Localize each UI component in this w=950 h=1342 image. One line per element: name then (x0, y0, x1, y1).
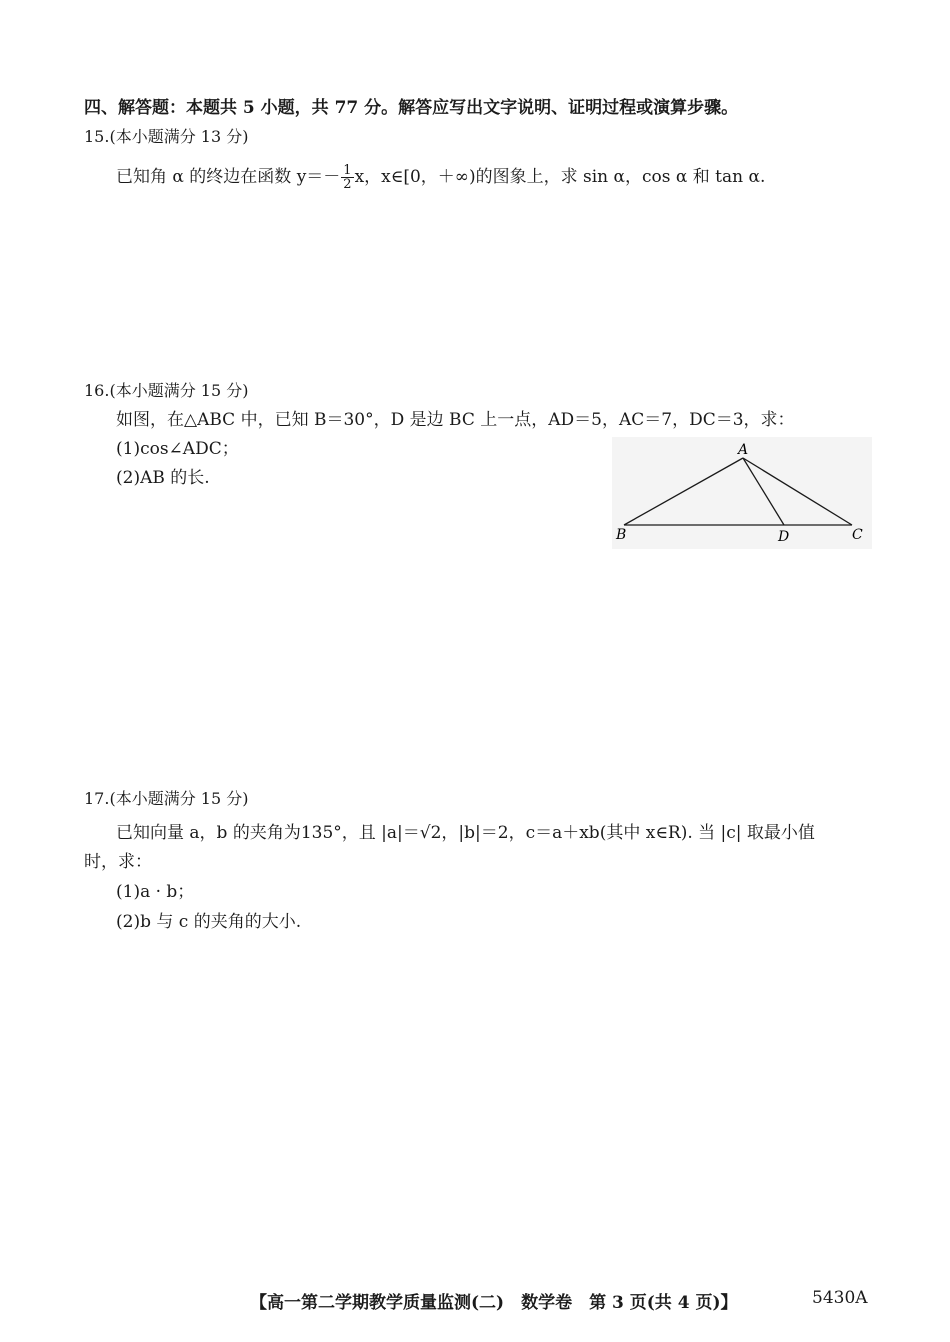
q17-score: (本小题满分 15 分) (109, 789, 249, 808)
q15-fraction (341, 164, 353, 191)
q16-sub1: (1)cos∠ADC； (116, 439, 239, 459)
q15-score: (本小题满分 13 分) (109, 127, 249, 146)
q15-stem-part2: x，x∈[0，＋∞)的图象上，求 sin α，cos α 和 tan α. (354, 167, 766, 187)
q17-stem-line1: 已知向量 a，b 的夹角为135°，且 |a|＝√2，|b|＝2，c＝a＋xb(其中 x∈R). 当 |c| 取最小值 (116, 823, 815, 843)
q15-header (84, 126, 248, 148)
q17-stem-line2: 时，求： (84, 852, 152, 872)
exam-code: 5430A (812, 1288, 868, 1308)
label-c: C (852, 527, 863, 543)
q16-sub2: (2)AB 的长. (116, 468, 210, 488)
q17-sub1: (1)a · b； (116, 882, 195, 902)
q16-score: (本小题满分 15 分) (109, 381, 249, 400)
q16-header (84, 380, 248, 402)
q16-stem: 如图，在△ABC 中，已知 B＝30°，D 是边 BC 上一点，AD＝5，AC＝7，DC＝3，求： (116, 410, 795, 430)
label-b: B (616, 527, 627, 543)
label-a: A (738, 442, 749, 458)
q15-number: 15. (84, 127, 110, 146)
q17-number: 17. (84, 789, 110, 808)
q17-sub2: (2)b 与 c 的夹角的大小. (116, 912, 302, 932)
q15-stem (116, 164, 765, 191)
q17-header (84, 788, 248, 810)
triangle-figure (612, 437, 872, 549)
section-title: 四、解答题：本题共 5 小题，共 77 分。解答应写出文字说明、证明过程或演算步骤。 (84, 98, 739, 118)
q16-number: 16. (84, 381, 110, 400)
q15-frac-den: 2 (343, 177, 352, 192)
label-d: D (778, 529, 790, 545)
q15-frac-num: 1 (343, 163, 352, 178)
q15-stem-part1: 已知角 α 的终边在函数 y＝－ (116, 167, 341, 187)
page-footer: 【高一第二学期教学质量监测(二) 数学卷 第 3 页(共 4 页)】 (250, 1293, 738, 1313)
